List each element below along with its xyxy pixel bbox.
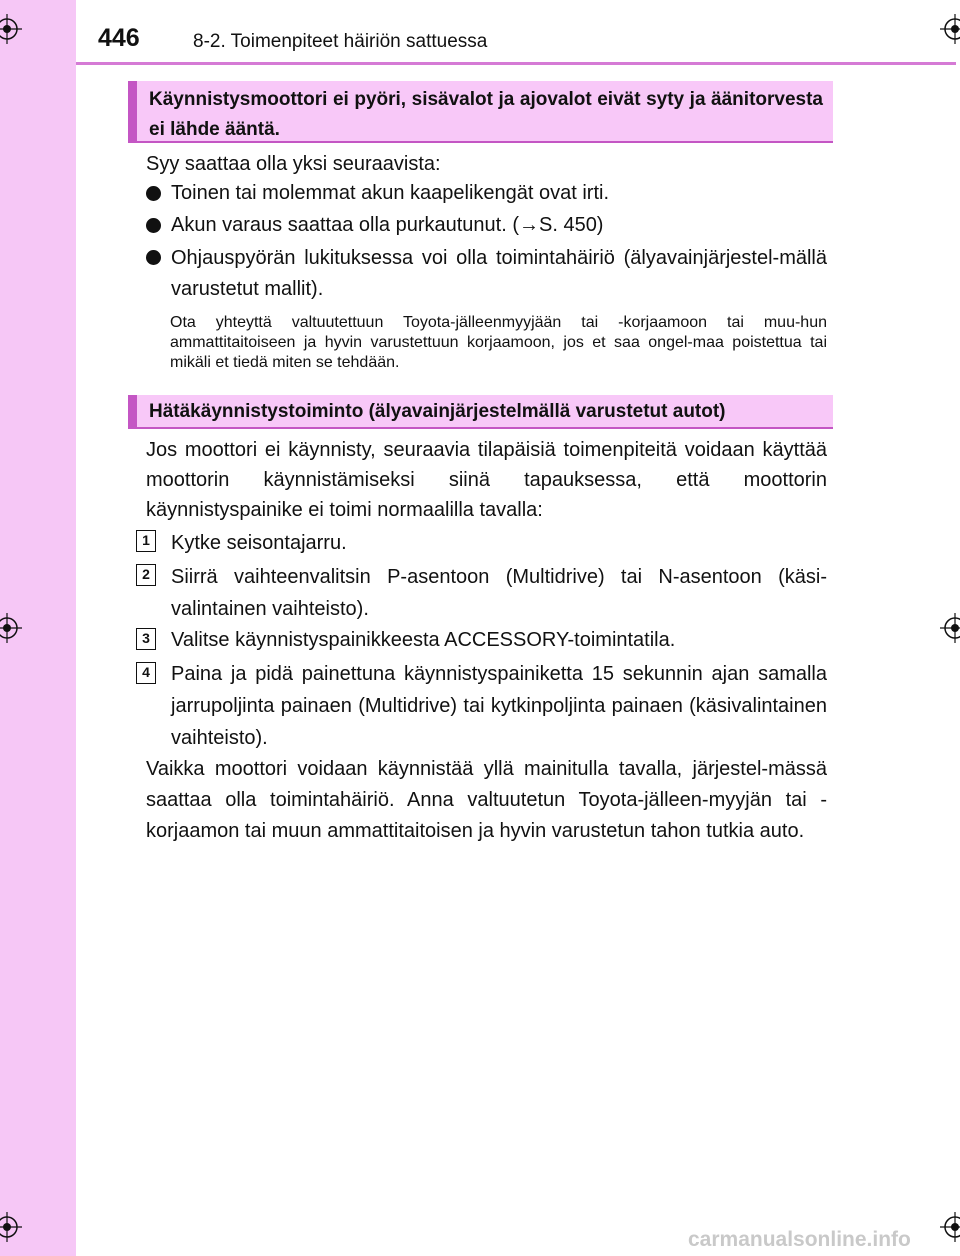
step-text: Siirrä vaihteenvalitsin P-asentoon (Multidrive) tai N-asentoon (käsi-valintainen vaihteisto). [171, 566, 827, 620]
page-number: 446 [98, 24, 140, 52]
heading-box-emergency-start-title: Hätäkäynnistystoiminto (älyavainjärjestelmällä varustetut autot) [149, 401, 726, 422]
bullet-item [146, 243, 827, 305]
registration-mark-icon [0, 613, 22, 643]
step-number-badge: 1 [136, 530, 156, 552]
heading-box-starter-title: Käynnistysmoottori ei pyöri, sisävalot ja ajovalot eivät syty ja äänitorvesta ei lähde ääntä. [149, 89, 823, 140]
causes-intro: Syy saattaa olla yksi seuraavista: [146, 153, 441, 175]
bullet-icon [146, 250, 161, 265]
step-number-badge: 3 [136, 628, 156, 650]
bullet-text: Akun varaus saattaa olla purkautunut. (→S. 450) [171, 214, 604, 236]
section-title: 8-2. Toimenpiteet häiriön sattuessa [193, 31, 488, 52]
registration-mark-icon [940, 613, 960, 643]
registration-mark-icon [940, 14, 960, 44]
bullet-icon [146, 218, 161, 233]
service-note: Ota yhteyttä valtuutettuun Toyota-jälleenmyyjään tai -korjaamoon tai muu-hun ammattitaitoiseen ja hyvin varustettuun korjaamoon, jos et saa ongel-maa poistettua tai mikäli et tiedä miten se tehdään. [170, 314, 827, 371]
registration-mark-icon [0, 14, 22, 44]
heading-box-emergency-start [128, 395, 833, 429]
closing-paragraph: Vaikka moottori voidaan käynnistää yllä mainitulla tavalla, järjestel-mässä saattaa olla toimintahäiriö. Anna valtuutetun Toyota-jälleen-myyjän tai -korjaamon tai muun ammattitaitoisen ja hyvin varustetun tahon tutkia auto. [146, 758, 827, 842]
bullet-icon [146, 186, 161, 201]
step-number-badge: 2 [136, 564, 156, 586]
header-rule [76, 62, 956, 65]
heading-box-starter [128, 81, 833, 143]
emergency-intro: Jos moottori ei käynnisty, seuraavia tilapäisiä toimenpiteitä voidaan käyttää moottorin käynnistämiseksi siinä tapauksessa, että moottorin käynnistyspainike ei toimi normaalilla tavalla: [146, 439, 827, 521]
watermark: carmanualsonline.info [688, 1228, 911, 1251]
registration-mark-icon [940, 1212, 960, 1242]
step-text: Paina ja pidä painettuna käynnistyspainiketta 15 sekunnin ajan samalla jarrupoljinta painaen (Multidrive) tai kytkinpoljinta painaen (käsivalintainen vaihteisto). [171, 663, 827, 749]
bullet-text: Toinen tai molemmat akun kaapelikengät ovat irti. [171, 182, 610, 204]
step-text: Kytke seisontajarru. [171, 532, 347, 554]
registration-mark-icon [0, 1212, 22, 1242]
step-number-badge: 4 [136, 662, 156, 684]
bullet-item [146, 179, 827, 208]
step-text: Valitse käynnistyspainikkeesta ACCESSORY-toimintatila. [171, 629, 676, 651]
bullet-text: Ohjauspyörän lukituksessa voi olla toimintahäiriö (älyavainjärjestel-mällä varustetut mallit). [171, 247, 827, 300]
bullet-item [146, 211, 827, 240]
